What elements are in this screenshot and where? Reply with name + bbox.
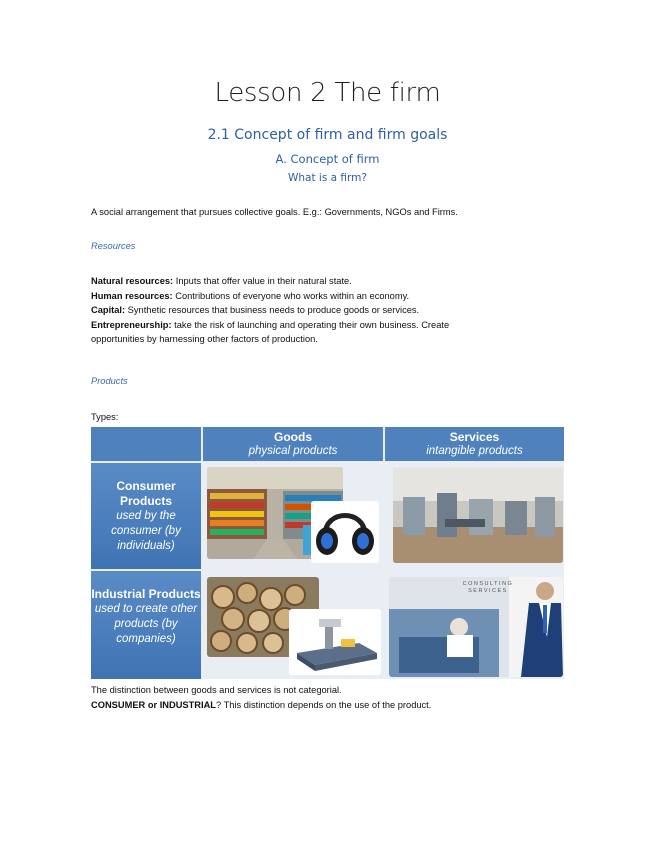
machine-image	[289, 609, 381, 675]
header-goods-sub: physical products	[248, 445, 338, 457]
consulting-sign-text: CONSULTING SERVICES	[462, 581, 514, 594]
row-industrial-label: Industrial Products	[91, 587, 201, 601]
row-industrial	[91, 571, 201, 679]
definition-text: A social arrangement that pursues collective goals. E.g.: Governments, NGOs and Firms.	[91, 207, 458, 217]
row-consumer	[91, 463, 201, 569]
header-services	[385, 427, 564, 461]
resource-natural: Natural resources: Inputs that offer value in their natural state.	[91, 276, 352, 286]
resources-list	[91, 274, 449, 347]
note-consumer-industrial: CONSUMER or INDUSTRIAL? This distinction depends on the use of the product.	[91, 700, 432, 710]
row-consumer-label: Consumer Products	[116, 479, 176, 508]
resources-heading: Resources	[91, 241, 136, 251]
subsection-heading: A. Concept of firm	[275, 152, 380, 166]
resource-entrepreneurship-cont: opportunities by harnessing other factors of production.	[91, 334, 318, 344]
section-heading: 2.1 Concept of firm and firm goals	[207, 127, 448, 143]
question-heading: What is a firm?	[288, 172, 367, 184]
consulting-image	[389, 577, 563, 677]
header-services-label: Services	[449, 430, 500, 444]
note-goods-services: The distinction between goods and services is not categorial.	[91, 685, 342, 695]
gym-image	[393, 467, 563, 563]
resource-human: Human resources: Contributions of everyone who works within an economy.	[91, 290, 410, 301]
header-goods-label: Goods	[274, 430, 312, 444]
products-table	[91, 427, 564, 679]
row-consumer-sub: used by the consumer (by individuals)	[111, 510, 181, 552]
headphones-image	[311, 501, 379, 563]
resource-capital: Capital: Synthetic resources that business needs to produce goods or services.	[91, 305, 420, 315]
resource-entrepreneurship: Entrepreneurship: take the risk of launching and operating their own business. Create	[91, 319, 450, 330]
header-goods	[203, 427, 383, 461]
products-heading: Products	[91, 376, 128, 386]
table-corner	[91, 427, 201, 461]
types-label: Types:	[91, 412, 119, 422]
header-services-sub: intangible products	[426, 445, 523, 457]
row-industrial-sub: used to create other products (by companies)	[94, 603, 198, 645]
page-title: Lesson 2 The firm	[214, 78, 441, 108]
